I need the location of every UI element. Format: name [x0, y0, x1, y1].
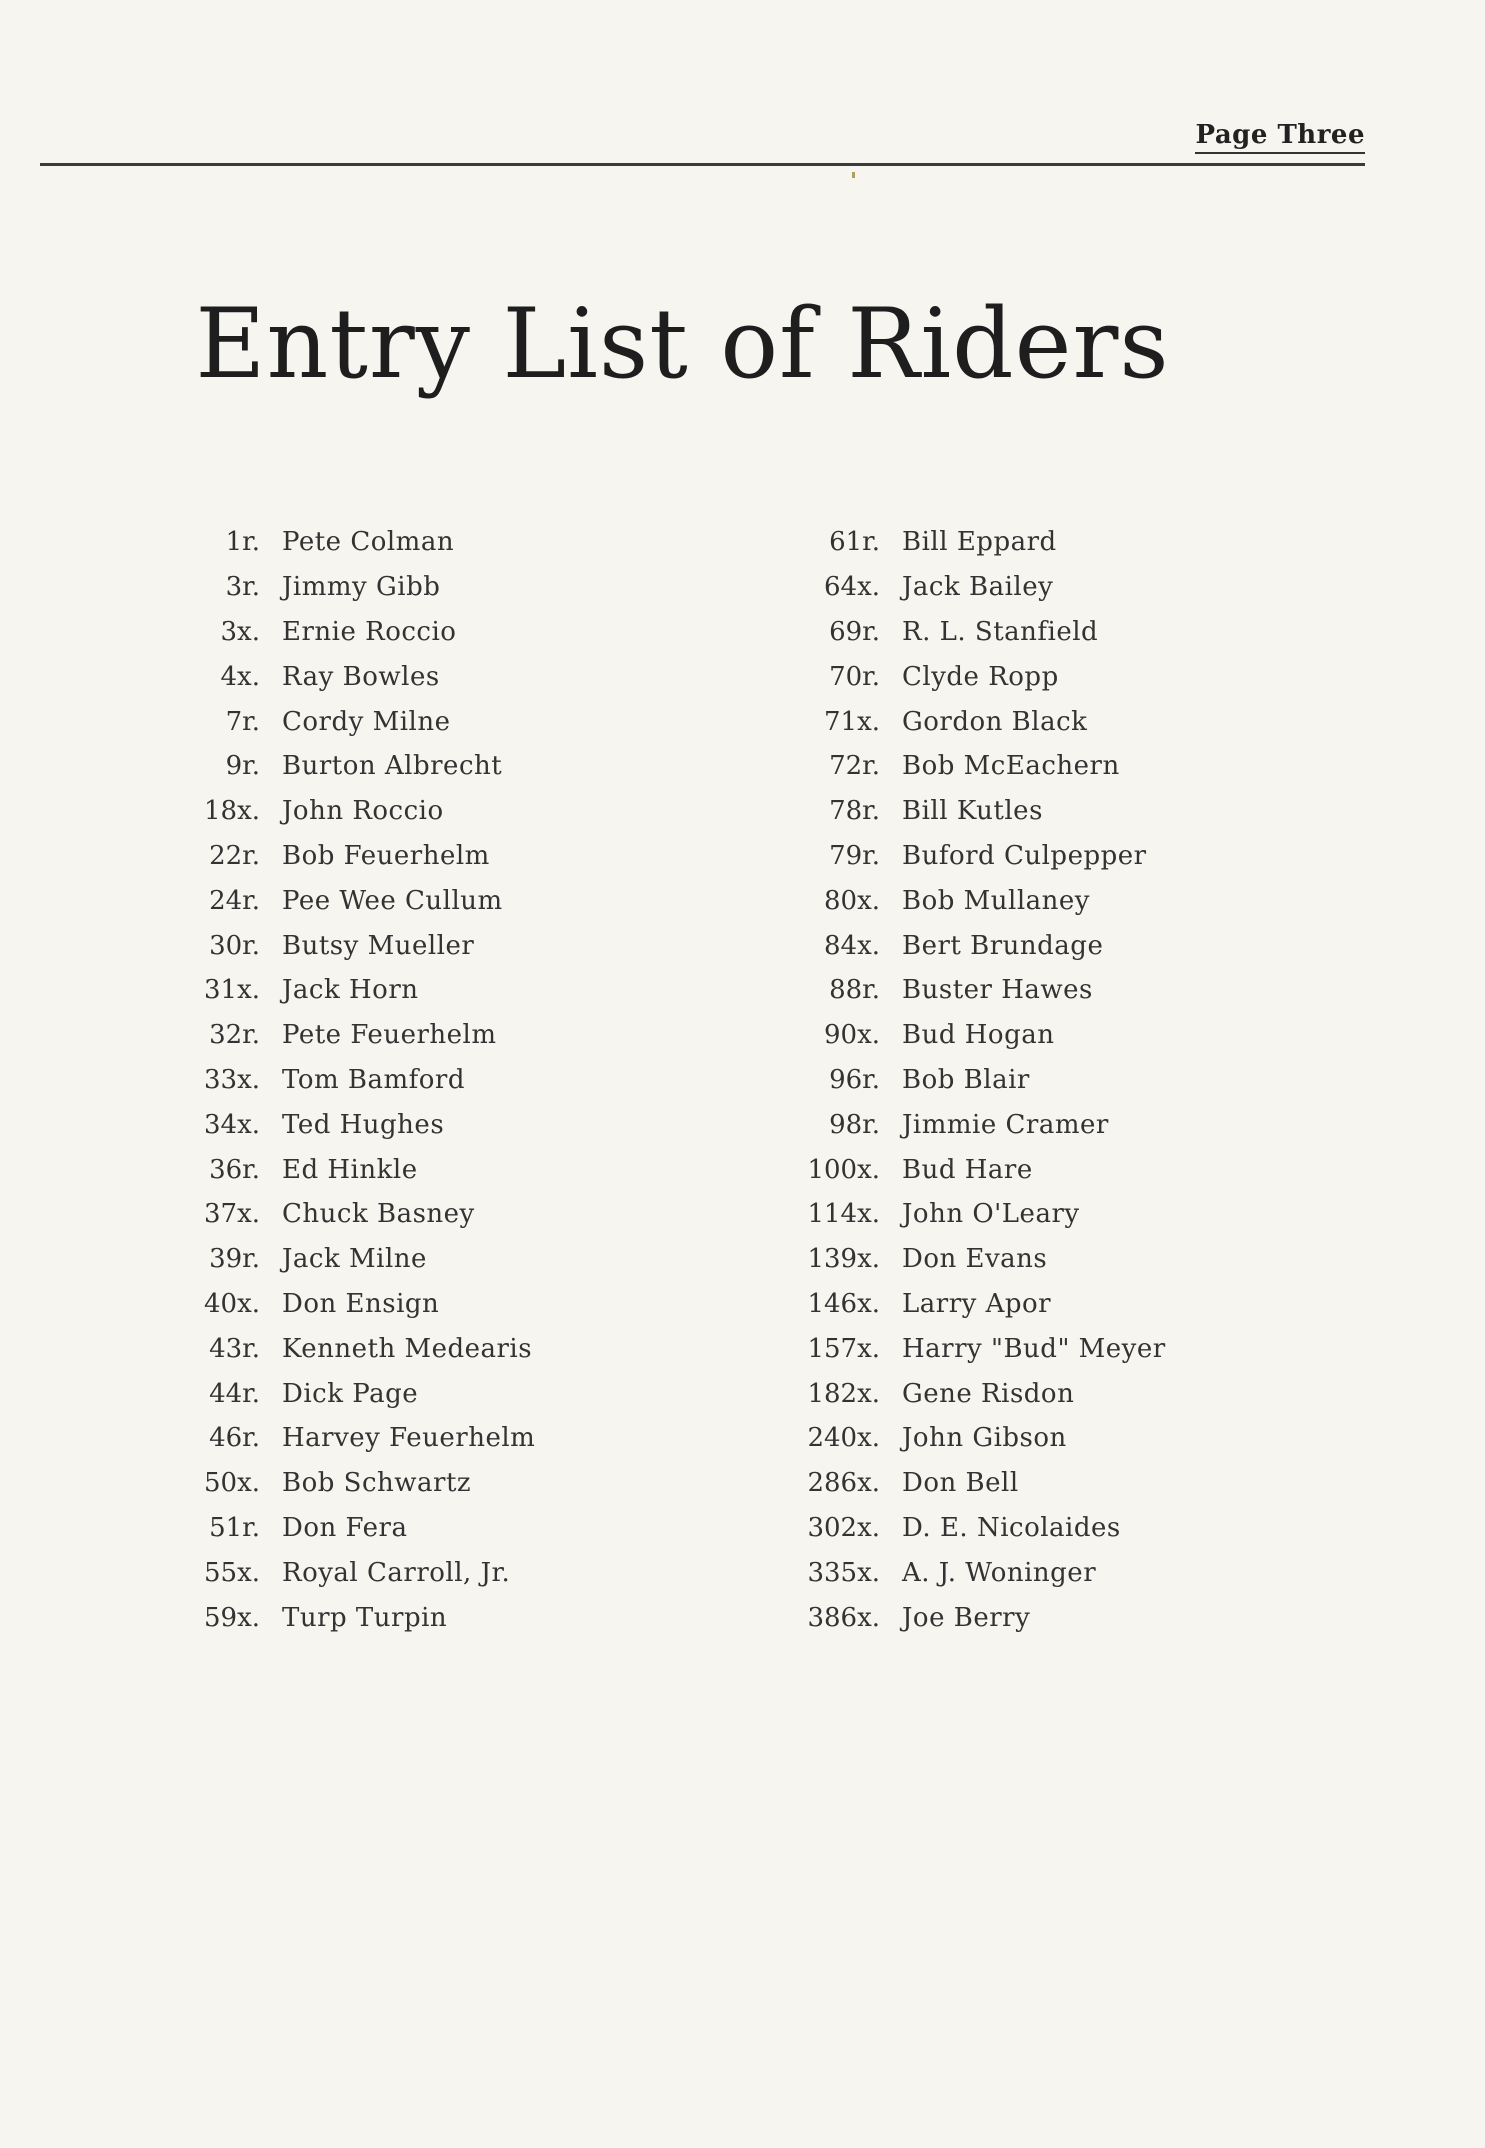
- rider-entry: [180, 1013, 535, 1058]
- rider-name: Burton Albrecht: [282, 751, 503, 782]
- rider-entry: [800, 699, 1166, 744]
- rider-name: Ed Hinkle: [282, 1154, 418, 1185]
- rider-number: 22r.: [209, 840, 260, 871]
- rider-name: Bud Hogan: [902, 1020, 1055, 1051]
- rider-number: 139x.: [807, 1244, 880, 1275]
- rider-entry: [180, 1282, 535, 1327]
- rider-number: 96r.: [829, 1064, 880, 1095]
- rider-number: 37x.: [203, 1199, 260, 1230]
- rider-number: 51r.: [209, 1512, 260, 1543]
- rider-entry: [800, 744, 1166, 789]
- rider-entry: [800, 1102, 1166, 1147]
- rider-name: Tom Bamford: [282, 1064, 466, 1095]
- header-rule: [40, 163, 1365, 166]
- rider-entry: [800, 1506, 1166, 1551]
- rider-entry: [180, 1326, 535, 1371]
- rider-name: Pee Wee Cullum: [282, 885, 503, 916]
- rider-name: Don Fera: [282, 1512, 408, 1543]
- rider-name: Ernie Roccio: [282, 616, 457, 647]
- rider-entry: [180, 520, 535, 565]
- rider-entry: [800, 1550, 1166, 1595]
- rider-name: Bob Schwartz: [282, 1468, 472, 1499]
- rider-entry: [800, 1013, 1166, 1058]
- rider-name: Gordon Black: [902, 706, 1088, 737]
- rider-entry: [180, 1595, 535, 1640]
- rider-number: 18x.: [203, 796, 260, 827]
- rider-number: 61r.: [829, 527, 880, 558]
- rider-entry: [800, 834, 1166, 879]
- rider-name: Pete Feuerhelm: [282, 1020, 497, 1051]
- rider-name: Don Bell: [902, 1468, 1019, 1499]
- rider-number: 80x.: [823, 885, 880, 916]
- rider-name: Don Ensign: [282, 1288, 440, 1319]
- rider-entry: [180, 789, 535, 834]
- rider-number: 286x.: [807, 1468, 880, 1499]
- rider-number: 3x.: [220, 616, 260, 647]
- rider-entry: [800, 1147, 1166, 1192]
- rider-number: 7r.: [225, 706, 260, 737]
- rider-entry: [180, 1550, 535, 1595]
- rider-entry: [180, 1058, 535, 1103]
- rider-entry: [800, 610, 1166, 655]
- rider-number: 78r.: [829, 796, 880, 827]
- rider-name: Bill Kutles: [902, 796, 1043, 827]
- rider-entry: [180, 744, 535, 789]
- rider-number: 90x.: [823, 1020, 880, 1051]
- rider-name: R. L. Stanfield: [902, 616, 1099, 647]
- rider-number: 55x.: [203, 1557, 260, 1588]
- rider-number: 40x.: [203, 1288, 260, 1319]
- rider-entry: [800, 565, 1166, 610]
- rider-entry: [800, 1416, 1166, 1461]
- rider-name: Turp Turpin: [282, 1602, 448, 1633]
- rider-entry: [800, 654, 1166, 699]
- rider-entry: [800, 1461, 1166, 1506]
- rider-number: 9r.: [225, 751, 260, 782]
- rider-number: 46r.: [209, 1423, 260, 1454]
- rider-entry: [800, 923, 1166, 968]
- rider-name: Chuck Basney: [282, 1199, 475, 1230]
- rider-name: Clyde Ropp: [902, 661, 1059, 692]
- rider-number: 32r.: [209, 1020, 260, 1051]
- rider-number: 157x.: [807, 1333, 880, 1364]
- rider-entry: [180, 1237, 535, 1282]
- rider-entry: [800, 1282, 1166, 1327]
- rider-name: Ray Bowles: [282, 661, 440, 692]
- rider-name: Bob Feuerhelm: [282, 840, 490, 871]
- rider-column-left: [180, 520, 535, 1640]
- page-title: Entry List of Riders: [195, 288, 1170, 400]
- rider-name: Harry "Bud" Meyer: [902, 1333, 1166, 1364]
- rider-number: 39r.: [209, 1244, 260, 1275]
- rider-number: 70r.: [829, 661, 880, 692]
- rider-entry: [180, 699, 535, 744]
- rider-name: Harvey Feuerhelm: [282, 1423, 536, 1454]
- paper-speck: [852, 172, 855, 178]
- rider-name: Jack Bailey: [902, 572, 1054, 603]
- rider-name: Jack Milne: [282, 1244, 427, 1275]
- rider-entry: [800, 1237, 1166, 1282]
- rider-name: Dick Page: [282, 1378, 419, 1409]
- rider-number: 84x.: [823, 930, 880, 961]
- rider-entry: [180, 565, 535, 610]
- rider-number: 36r.: [209, 1154, 260, 1185]
- rider-entry: [180, 1102, 535, 1147]
- rider-entry: [180, 654, 535, 699]
- rider-number: 69r.: [829, 616, 880, 647]
- rider-entry: [180, 1147, 535, 1192]
- rider-name: Larry Apor: [902, 1288, 1052, 1319]
- rider-name: Joe Berry: [902, 1602, 1031, 1633]
- rider-name: Jimmy Gibb: [282, 572, 441, 603]
- rider-name: Kenneth Medearis: [282, 1333, 533, 1364]
- rider-number: 114x.: [807, 1199, 880, 1230]
- rider-name: A. J. Woninger: [902, 1557, 1097, 1588]
- rider-name: John O'Leary: [902, 1199, 1080, 1230]
- rider-name: Jimmie Cramer: [902, 1109, 1109, 1140]
- rider-name: John Gibson: [902, 1423, 1067, 1454]
- rider-number: 72r.: [829, 751, 880, 782]
- rider-entry: [800, 1326, 1166, 1371]
- rider-entry: [180, 1371, 535, 1416]
- rider-entry: [800, 1058, 1166, 1103]
- rider-entry: [180, 834, 535, 879]
- rider-name: Buford Culpepper: [902, 840, 1147, 871]
- rider-name: Bud Hare: [902, 1154, 1033, 1185]
- rider-number: 182x.: [807, 1378, 880, 1409]
- rider-number: 44r.: [209, 1378, 260, 1409]
- rider-name: Bob McEachern: [902, 751, 1120, 782]
- rider-entry: [800, 878, 1166, 923]
- rider-number: 33x.: [203, 1064, 260, 1095]
- rider-number: 240x.: [807, 1423, 880, 1454]
- rider-number: 50x.: [203, 1468, 260, 1499]
- rider-number: 88r.: [829, 975, 880, 1006]
- rider-number: 34x.: [203, 1109, 260, 1140]
- rider-entry: [180, 1416, 535, 1461]
- rider-number: 1r.: [225, 527, 260, 558]
- rider-column-right: [800, 520, 1166, 1640]
- rider-name: Bert Brundage: [902, 930, 1104, 961]
- rider-entry: [800, 789, 1166, 834]
- rider-entry: [800, 520, 1166, 565]
- rider-number: 98r.: [829, 1109, 880, 1140]
- rider-entry: [180, 878, 535, 923]
- rider-number: 30r.: [209, 930, 260, 961]
- rider-name: John Roccio: [282, 796, 444, 827]
- rider-number: 100x.: [807, 1154, 880, 1185]
- rider-number: 4x.: [220, 661, 260, 692]
- rider-number: 59x.: [203, 1602, 260, 1633]
- rider-number: 3r.: [225, 572, 260, 603]
- rider-number: 31x.: [203, 975, 260, 1006]
- rider-name: Ted Hughes: [282, 1109, 445, 1140]
- page-number-label: Page Three: [1195, 120, 1365, 150]
- rider-number: 335x.: [807, 1557, 880, 1588]
- rider-number: 146x.: [807, 1288, 880, 1319]
- rider-number: 24r.: [209, 885, 260, 916]
- rider-entry: [180, 923, 535, 968]
- rider-number: 64x.: [823, 572, 880, 603]
- rider-number: 43r.: [209, 1333, 260, 1364]
- rider-name: Don Evans: [902, 1244, 1048, 1275]
- rider-name: Buster Hawes: [902, 975, 1093, 1006]
- rider-entry: [800, 1192, 1166, 1237]
- rider-number: 79r.: [829, 840, 880, 871]
- rider-name: Jack Horn: [282, 975, 419, 1006]
- rider-entry: [800, 968, 1166, 1013]
- rider-entry: [180, 1461, 535, 1506]
- rider-entry: [800, 1371, 1166, 1416]
- rider-name: Bill Eppard: [902, 527, 1057, 558]
- rider-name: Butsy Mueller: [282, 930, 475, 961]
- rider-entry: [180, 610, 535, 655]
- rider-name: Cordy Milne: [282, 706, 451, 737]
- rider-name: Gene Risdon: [902, 1378, 1075, 1409]
- rider-entry: [180, 1506, 535, 1551]
- rider-entry: [800, 1595, 1166, 1640]
- rider-name: Bob Mullaney: [902, 885, 1090, 916]
- rider-number: 71x.: [823, 706, 880, 737]
- rider-name: Royal Carroll, Jr.: [282, 1557, 511, 1588]
- rider-number: 302x.: [807, 1512, 880, 1543]
- rider-name: D. E. Nicolaides: [902, 1512, 1121, 1543]
- rider-number: 386x.: [807, 1602, 880, 1633]
- rider-name: Bob Blair: [902, 1064, 1030, 1095]
- rider-entry: [180, 1192, 535, 1237]
- rider-name: Pete Colman: [282, 527, 455, 558]
- rider-entry: [180, 968, 535, 1013]
